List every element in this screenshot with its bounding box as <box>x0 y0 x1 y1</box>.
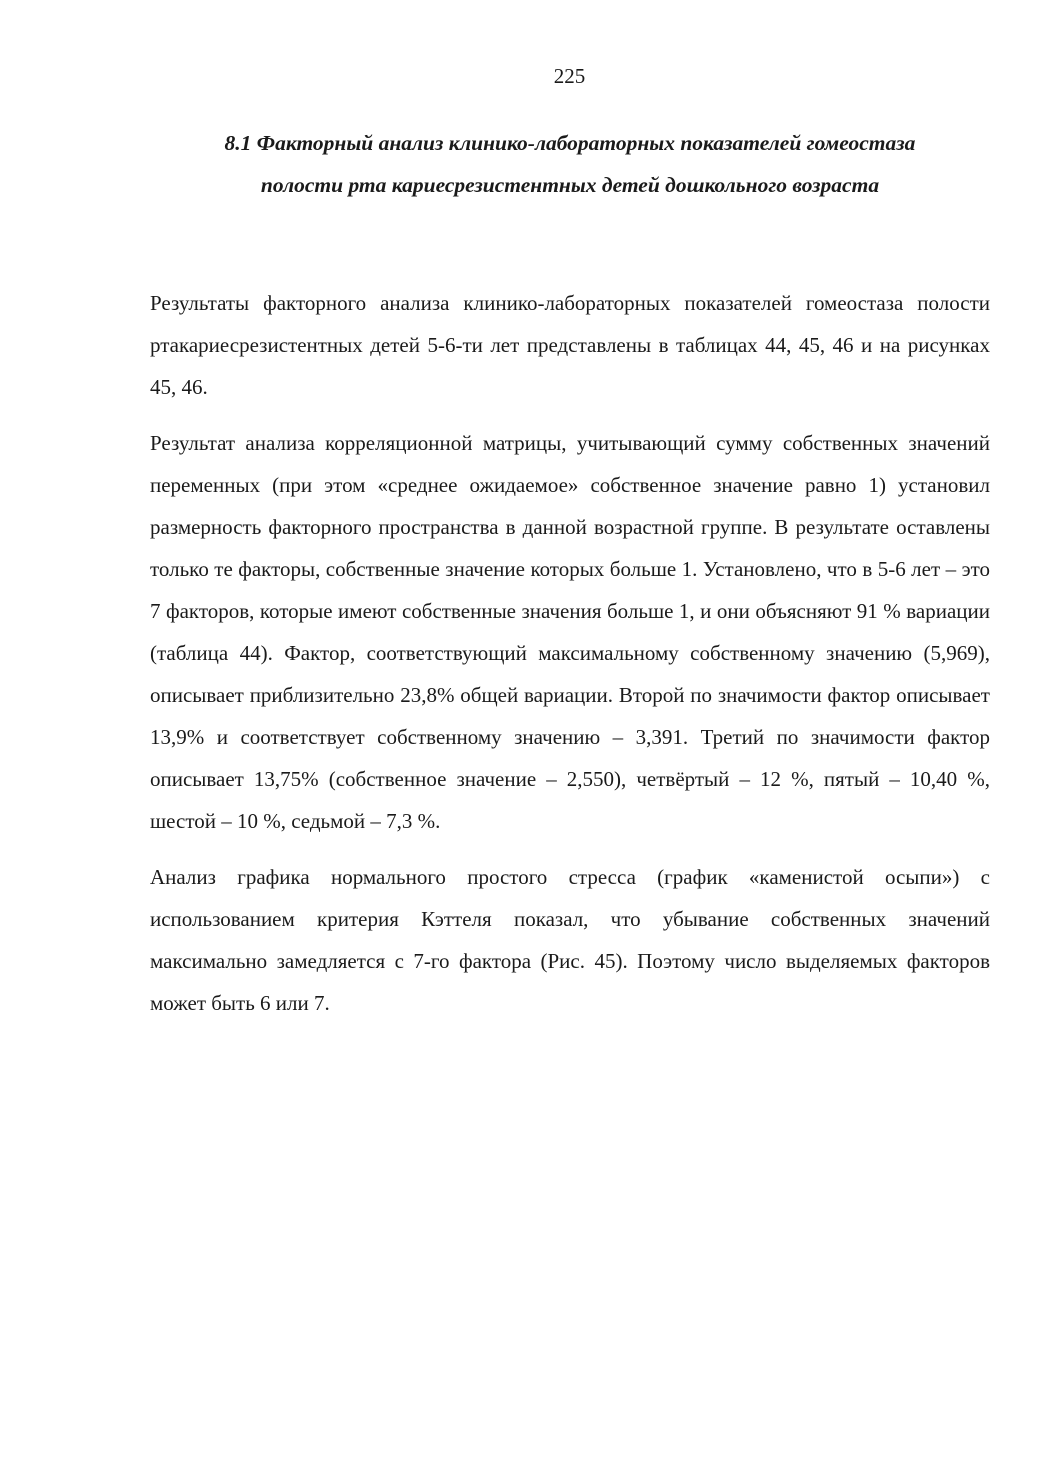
paragraph-2: Результат анализа корреляционной матрицы, учитывающий сумму собственных значений переменных (при этом «среднее ожидаемое» собственное значение равно 1) установил размерность факторного пространства в данной возрастной группе. В результате оставлены только те факторы, собственные значение которых больше 1. Установлено, что в 5-6 лет – это 7 факторов, которые имеют собственные значения больше 1, и они объясняют 91 % вариации (таблица 44). Фактор, соответствующий максимальному собственному значению (5,969), описывает приблизительно 23,8% общей вариации. Второй по значимости фактор описывает 13,9% и соответствует собственному значению – 3,391. Третий по значимости фактор описывает 13,75% (собственное значение – 2,550), четвёртый – 12 %, пятый – 10,40 %, шестой – 10 %, седьмой – 7,3 %. <box>150 431 990 833</box>
paragraph-1: Результаты факторного анализа клинико-лабораторных показателей гомеостаза полости ртакариесрезистентных детей 5-6-ти лет представлены в таблицах 44, 45, 46 и на рисунках 45, 46. <box>150 291 990 399</box>
section-heading <box>150 122 990 206</box>
paragraph-3: Анализ графика нормального простого стресса (график «каменистой осыпи») с использованием критерия Кэттеля показал, что убывание собственных значений максимально замедляется с 7-го фактора (Рис. 45). Поэтому число выделяемых факторов может быть 6 или 7. <box>150 865 990 1015</box>
section-heading-line-1: 8.1 Факторный анализ клинико-лабораторных показателей гомеостаза <box>224 131 916 155</box>
page-number: 225 <box>553 64 586 88</box>
body-text <box>150 282 990 1038</box>
section-heading-line-2: полости рта кариесрезистентных детей дошкольного возраста <box>260 173 880 197</box>
